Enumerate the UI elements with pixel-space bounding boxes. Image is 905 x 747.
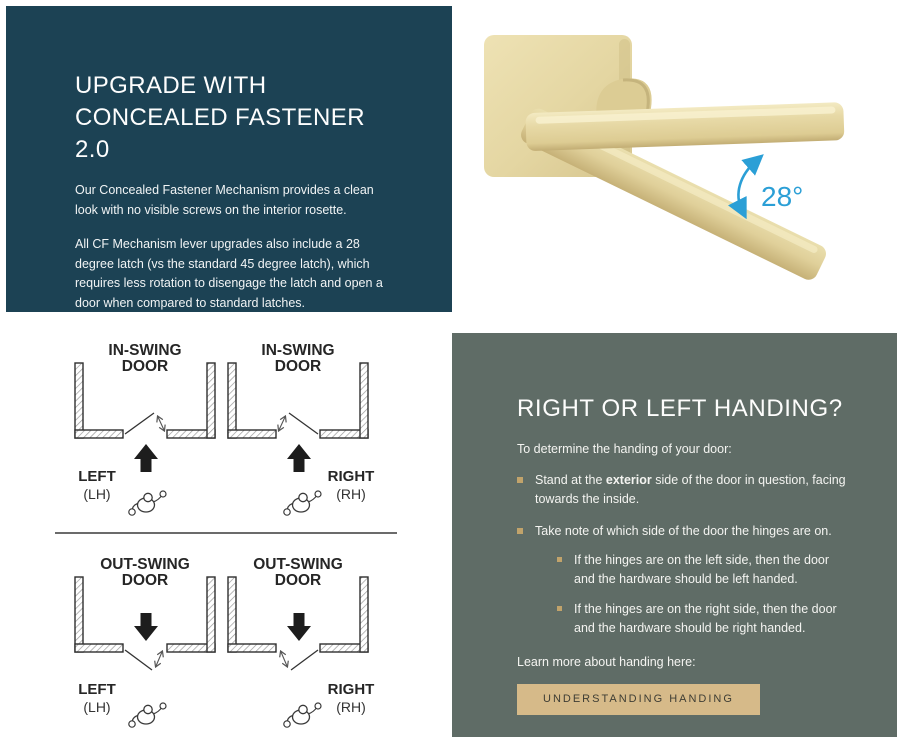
upgrade-panel [6,6,452,312]
swing-arrow-icon [281,652,287,666]
swing-arrow-icon [279,417,285,430]
person-icon [129,491,166,515]
left-label: LEFT [78,681,116,698]
direction-arrow-icon [287,444,311,472]
direction-arrow-icon [287,613,311,641]
upgrade-paragraph-1: Our Concealed Fastener Mechanism provides a clean look with no visible screws on the interior rosette. [75,183,374,217]
left-abbr: (LH) [83,699,111,715]
bullet-text-part: Stand at the [535,472,606,487]
person-icon [284,491,321,515]
learn-more-text: Learn more about handing here: [517,655,696,670]
upgrade-title: UPGRADE WITH CONCEALED FASTENER 2.0 [75,72,365,164]
handing-intro: To determine the handing of your door: [517,442,732,456]
bullet-text [535,522,853,639]
rotation-arc-icon [738,161,756,210]
bullet-square-icon [517,528,523,534]
right-abbr: (RH) [336,699,366,715]
handing-diagrams [0,325,452,747]
diagram-title: DOOR [274,358,322,375]
list-item [517,522,853,639]
swing-arrow-icon [158,417,164,430]
left-abbr: (LH) [83,486,111,502]
bullet-text-part: side of the door in question, facing towards the inside. [535,472,846,507]
lever-figure [452,0,905,325]
door-line [291,650,318,670]
list-item [557,600,853,639]
upgrade-paragraph-2: All CF Mechanism lever upgrades also include a 28 degree latch (vs the standard 45 degree latch), which requires less rotation to disengage the latch and open a door when compared to standard latches. [75,237,383,310]
understanding-handing-button[interactable]: UNDERSTANDING HANDING [517,684,760,715]
diagram-title: IN-SWING [261,342,335,359]
diagram-title: OUT-SWING [100,556,190,573]
bullet-square-icon [517,477,523,483]
person-icon [284,703,321,727]
handing-diagrams-svg [0,325,452,747]
bullet-text-bold: exterior [605,472,652,487]
sub-bullet-text: If the hinges are on the right side, then the door and the hardware should be right handed. [574,601,837,635]
handing-bullet-list [517,471,853,639]
handing-panel [452,333,897,737]
angle-label: 28° [761,181,804,212]
bullet-square-icon [557,606,562,611]
diagram-title: DOOR [121,358,169,375]
right-abbr: (RH) [336,486,366,502]
bullet-text [535,471,853,510]
list-item [517,471,853,510]
right-label: RIGHT [327,681,375,698]
door-line [289,413,318,434]
list-item [557,551,853,590]
person-icon [129,703,166,727]
diagram-title: DOOR [274,572,322,589]
bullet-square-icon [557,557,562,562]
swing-arrow-icon [156,652,162,666]
diagram-title: IN-SWING [108,342,182,359]
diagram-title: DOOR [121,572,169,589]
door-line [125,650,152,670]
diagram-title: OUT-SWING [253,556,343,573]
left-label: LEFT [78,468,116,485]
handing-sub-list [535,551,853,639]
direction-arrow-icon [134,444,158,472]
lever-illustration [452,0,905,325]
right-label: RIGHT [327,468,375,485]
door-line [125,413,154,434]
handing-title: RIGHT OR LEFT HANDING? [517,395,843,422]
bullet-text-part: Take note of which side of the door the hinges are on. [535,523,832,538]
sub-bullet-text: If the hinges are on the left side, then the door and the hardware should be left handed. [574,552,830,587]
direction-arrow-icon [134,613,158,641]
